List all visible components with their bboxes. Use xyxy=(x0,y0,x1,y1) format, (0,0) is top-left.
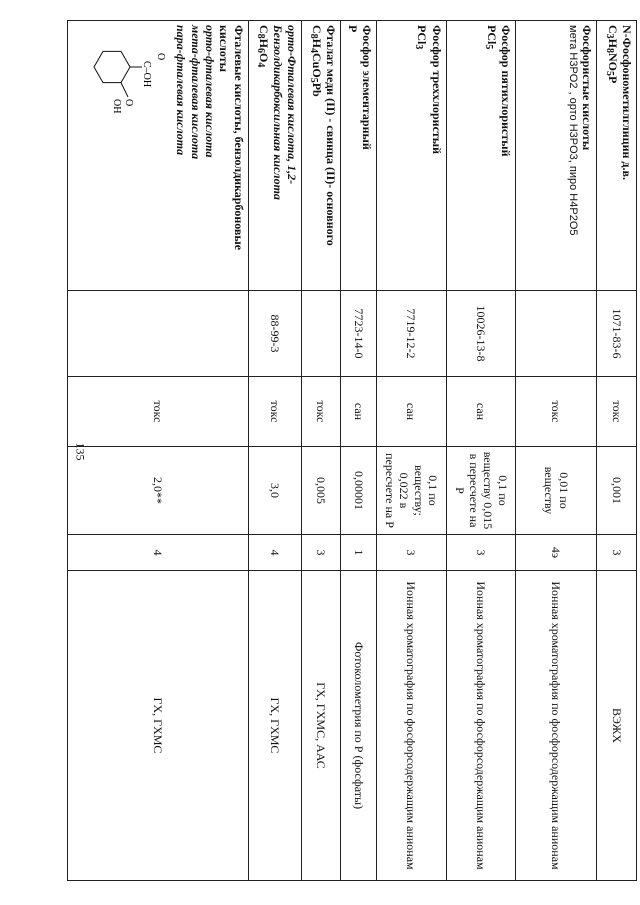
chemical-formula: $C_3H_8NO_5P$ xyxy=(603,25,620,84)
oxygen-label-2: O xyxy=(122,99,134,107)
substance-name-cell xyxy=(446,21,516,291)
hazard-type-cell: токс xyxy=(302,377,340,447)
substance-name-line: Фосфор элементарный xyxy=(359,25,374,150)
table-row xyxy=(68,21,249,881)
oxygen-label: O xyxy=(154,53,166,61)
substance-name-line: Фосфор треххлористый xyxy=(429,25,444,155)
mac-value-cell: 0,005 xyxy=(302,447,340,535)
hydroxyl-label: OH xyxy=(110,99,122,114)
table-row xyxy=(596,21,636,881)
chemical-formula: $C_8H_6O_4$ xyxy=(254,25,271,68)
substance-name-cell xyxy=(248,21,302,291)
analysis-method-cell: ВЭЖХ xyxy=(596,571,636,881)
hazard-class-cell: 4 xyxy=(248,535,302,571)
substance-name-cell xyxy=(68,21,249,291)
hazard-class-cell: 3 xyxy=(302,535,340,571)
substance-name-line: Фосфористые кислоты xyxy=(579,25,594,151)
hazard-type-cell: сан xyxy=(340,377,376,447)
mac-value-cell: 0,001 xyxy=(596,447,636,535)
cas-number-cell: 88-99-3 xyxy=(248,291,302,377)
substance-name-line: орто-Фталевая кислота, 1,2-Бензолдикарбоксильная кислота xyxy=(271,25,300,200)
substance-table xyxy=(67,20,637,881)
substance-name-cell xyxy=(302,21,340,291)
mac-value-cell: 0,00001 xyxy=(340,447,376,535)
chemical-formula: P xyxy=(345,25,360,33)
analysis-method-cell: Фотоколометрия по Р (фосфаты) xyxy=(340,571,376,881)
table-row xyxy=(248,21,302,881)
mac-value-cell: 0,1 по веществу 0,015 в пересчете на Р xyxy=(446,447,516,535)
hazard-type-cell: токс xyxy=(68,377,249,447)
substance-name-line: N-Фосфонометилглицин д.в. xyxy=(620,25,634,180)
chemical-formula: PCl$_3$ xyxy=(413,25,430,50)
cas-number-cell: 7723-14-0 xyxy=(340,291,376,377)
mac-value-cell: 3,0 xyxy=(248,447,302,535)
analysis-method-cell: ГХ, ГХМС xyxy=(248,571,302,881)
hazard-class-cell: 4 xyxy=(68,535,249,571)
hazard-type-cell: сан xyxy=(376,377,446,447)
substance-name-line: Фталевые кислоты, бензолдикарбоновые кислоты xyxy=(217,25,246,251)
phthalic-acid-structure xyxy=(80,25,170,145)
mac-value-cell: 0,1 по веществу; 0,022 в пересчете на Р xyxy=(376,447,446,535)
hazard-class-cell: 3 xyxy=(596,535,636,571)
hazard-type-cell: сан xyxy=(446,377,516,447)
page-number: 135 xyxy=(73,442,88,461)
analysis-method-cell: Ионная хроматография по фосфорсодержащим анионам xyxy=(446,571,516,881)
chemical-formula: PCl$_5$ xyxy=(483,25,500,50)
table-row xyxy=(340,21,376,881)
table-frame xyxy=(67,20,637,870)
cas-number-cell: 10026-13-8 xyxy=(446,291,516,377)
table-row xyxy=(302,21,340,881)
cas-number-cell xyxy=(68,291,249,377)
hazard-type-cell: токс xyxy=(248,377,302,447)
analysis-method-cell: ГХ, ГХМС xyxy=(68,571,249,881)
table-row xyxy=(446,21,516,881)
substance-name-cell xyxy=(340,21,376,291)
substance-name-line: орто-фталевая кислота xyxy=(203,25,218,158)
analysis-method-cell: Ионная хроматография по фосфорсодержащим анионам xyxy=(516,571,596,881)
substance-name-cell xyxy=(376,21,446,291)
hazard-class-cell: 1 xyxy=(340,535,376,571)
cas-number-cell xyxy=(516,291,596,377)
hazard-class-cell: 3 xyxy=(446,535,516,571)
chemical-formula: $C_8H_4CuO_5Pb$ xyxy=(307,25,324,97)
table-row xyxy=(376,21,446,881)
table-row xyxy=(516,21,596,881)
substance-name-cell xyxy=(596,21,636,291)
cas-number-cell: 1071-83-6 xyxy=(596,291,636,377)
analysis-method-cell: ГХ, ГХМС, ААС xyxy=(302,571,340,881)
cas-number-cell xyxy=(302,291,340,377)
substance-name-line: мета-фталевая кислота xyxy=(188,25,203,160)
substance-name-line: пара-фталевая кислота xyxy=(174,25,189,156)
substance-name-line: Фосфор пятихлористый xyxy=(499,25,514,157)
hazard-type-cell: токс xyxy=(516,377,596,447)
analysis-method-cell: Ионная хроматография по фосфорсодержащим анионам xyxy=(376,571,446,881)
cas-number-cell: 7719-12-2 xyxy=(376,291,446,377)
mac-value-cell: 2,0** xyxy=(68,447,249,535)
substance-name-line: мета H3PO2 , орто H3PO3, пиро H4P2O5 xyxy=(567,25,580,236)
carboxyl-label: C–OH xyxy=(140,61,152,88)
hazard-class-cell: 3 xyxy=(376,535,446,571)
hazard-class-cell: 4э xyxy=(516,535,596,571)
substance-name-cell xyxy=(516,21,596,291)
mac-value-cell: 0,01 по веществу xyxy=(516,447,596,535)
hazard-type-cell: токс xyxy=(596,377,636,447)
substance-name-line: Фталат меди (II) - свинца (II)- основного xyxy=(323,25,338,246)
